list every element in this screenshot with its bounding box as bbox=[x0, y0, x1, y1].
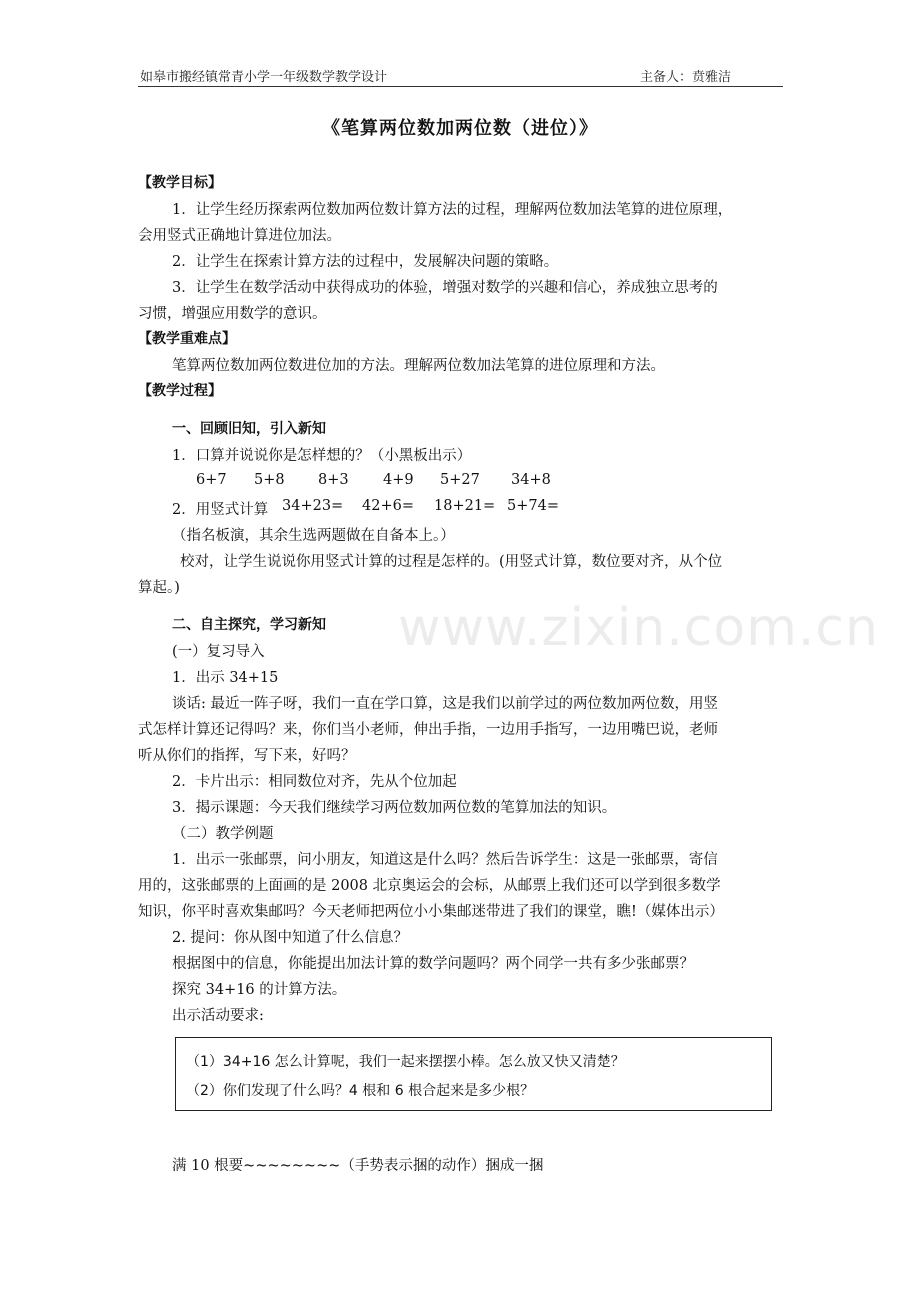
activity-requirements-label: 出示活动要求: bbox=[172, 1008, 264, 1024]
vertical-item: 5+74= bbox=[507, 498, 559, 514]
review-step-2: 2．卡片出示：相同数位对齐，先从个位加起 bbox=[172, 774, 457, 790]
part1-heading: 一、回顾旧知，引入新知 bbox=[172, 421, 326, 437]
vertical-calculation-row bbox=[0, 498, 920, 518]
example-1-line-3: 知识，你平时喜欢集邮吗？今天老师把两位小小集邮迷带进了我们的课堂，瞧!（媒体出示） bbox=[138, 904, 724, 920]
objective-2: 2．让学生在探索计算方法的过程中，发展解决问题的策略。 bbox=[172, 254, 559, 270]
requirement-1: （1）34+16 怎么计算呢，我们一起来摆摆小棒。怎么放又快又清楚？ bbox=[186, 1054, 625, 1070]
check-line-2: 算起。) bbox=[138, 580, 180, 596]
part1-question-1: 1．口算并说说你是怎样想的？（小黑板出示） bbox=[172, 448, 472, 464]
example-3: 根据图中的信息，你能提出加法计算的数学问题吗？两个同学一共有多少张邮票？ bbox=[172, 956, 694, 972]
part2-heading: 二、自主探究，学习新知 bbox=[172, 617, 326, 633]
oral-item: 5+8 bbox=[254, 472, 285, 488]
vertical-label: 2．用竖式计算 bbox=[172, 502, 269, 518]
header-author: 主备人：贲雅洁 bbox=[640, 70, 732, 85]
objective-1-line-1: 1．让学生经历探索两位数加两位数计算方法的过程，理解两位数加法笔算的进位原理， bbox=[172, 202, 733, 218]
talk-line-1: 谈话: 最近一阵子呀，我们一直在学口算，这是我们以前学过的两位数加两位数，用竖 bbox=[172, 696, 718, 712]
page-header bbox=[138, 62, 783, 87]
objective-3-line-2: 习惯，增强应用数学的意识。 bbox=[138, 306, 327, 322]
objectives-heading: 【教学目标】 bbox=[138, 175, 222, 191]
vertical-item: 18+21= bbox=[434, 498, 496, 514]
example-1-line-2: 用的，这张邮票的上面画的是 2008 北京奥运会的会标，从邮票上我们还可以学到很多数学 bbox=[138, 878, 721, 894]
board-note: （指名板演，其余生选两题做在自备本上。） bbox=[172, 528, 455, 544]
key-points-heading: 【教学重难点】 bbox=[138, 331, 236, 347]
oral-calculation-row bbox=[0, 472, 920, 492]
objective-1-line-2: 会用竖式正确地计算进位加法。 bbox=[138, 228, 341, 244]
oral-item: 6+7 bbox=[196, 472, 227, 488]
review-step-3: 3．揭示课题：今天我们继续学习两位数加两位数的笔算加法的知识。 bbox=[172, 800, 617, 816]
vertical-item: 42+6= bbox=[362, 498, 414, 514]
talk-line-2: 式怎样计算还记得吗？来，你们当小老师，伸出手指，一边用手指写，一边用嘴巴说，老师 bbox=[138, 722, 718, 738]
oral-item: 8+3 bbox=[318, 472, 349, 488]
subsection-review: (一）复习导入 bbox=[172, 644, 265, 660]
review-step-1: 1．出示 34+15 bbox=[172, 670, 279, 686]
example-2: 2. 提问：你从图中知道了什么信息？ bbox=[172, 930, 408, 946]
example-4: 探究 34+16 的计算方法。 bbox=[172, 982, 347, 998]
objective-3-line-1: 3．让学生在数学活动中获得成功的体验，增强对数学的兴趣和信心，养成独立思考的 bbox=[172, 280, 718, 296]
check-line-1: 校对，让学生说说你用竖式计算的过程是怎样的。(用竖式计算，数位要对齐，从个位 bbox=[180, 554, 723, 570]
requirement-2: （2）你们发现了什么吗？4 根和 6 根合起来是多少根？ bbox=[186, 1083, 535, 1099]
bundle-instruction: 满 10 根要~~~~~~~~（手势表示捆的动作）捆成一捆 bbox=[172, 1158, 544, 1174]
example-1-line-1: 1．出示一张邮票，问小朋友，知道这是什么吗？然后告诉学生：这是一张邮票，寄信 bbox=[172, 852, 718, 868]
activity-requirements-box bbox=[175, 1037, 772, 1111]
document-title: 《笔算两位数加两位数（进位）》 bbox=[322, 118, 598, 139]
vertical-item: 34+23= bbox=[282, 498, 344, 514]
oral-item: 5+27 bbox=[440, 472, 480, 488]
oral-item: 34+8 bbox=[511, 472, 551, 488]
talk-line-3: 听从你们的指挥，写下来，好吗？ bbox=[138, 748, 356, 764]
subsection-example: （二）教学例题 bbox=[172, 826, 274, 842]
process-heading: 【教学过程】 bbox=[138, 383, 222, 399]
watermark: www.zixin.com.cn bbox=[398, 598, 879, 658]
header-school-title: 如皋市搬经镇常青小学一年级数学教学设计 bbox=[140, 70, 388, 85]
key-points-text: 笔算两位数加两位数进位加的方法。理解两位数加法笔算的进位原理和方法。 bbox=[172, 358, 665, 374]
oral-item: 4+9 bbox=[383, 472, 414, 488]
